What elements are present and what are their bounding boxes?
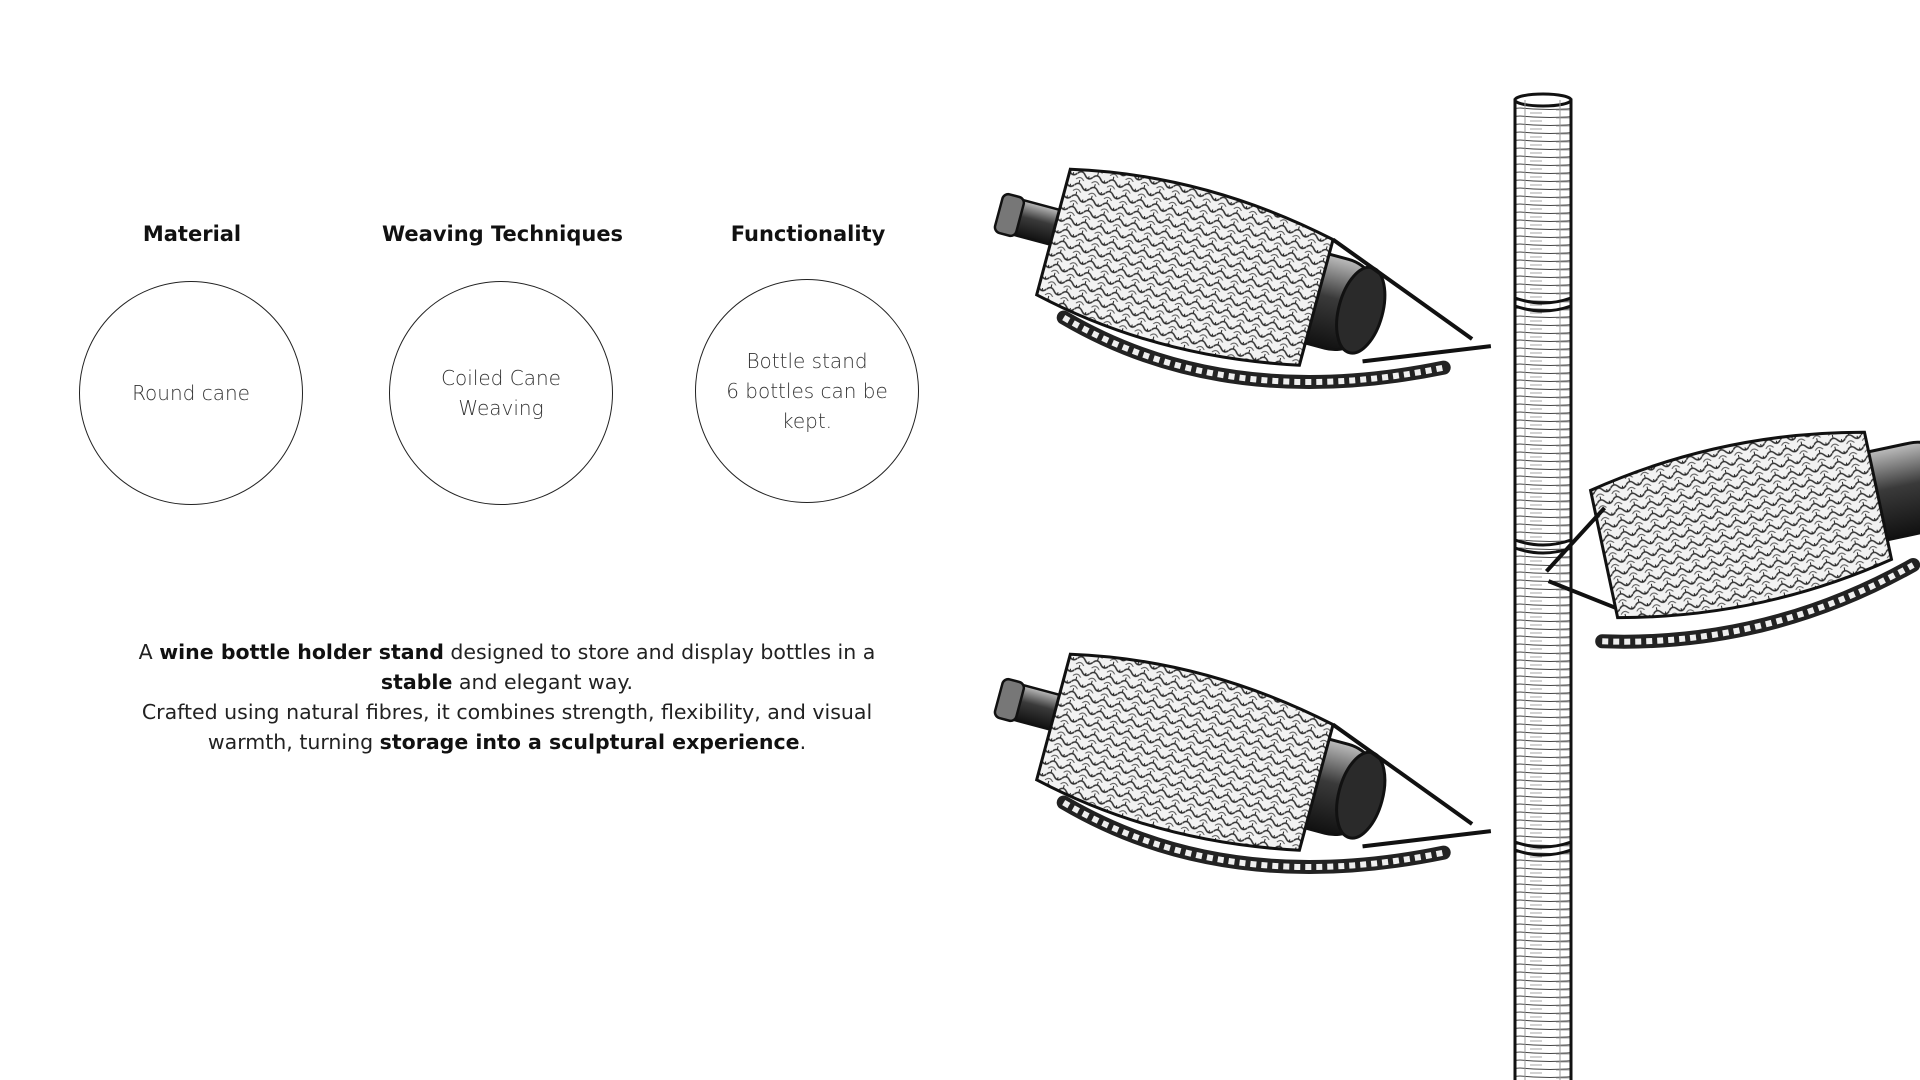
bottle-holder-right: [1529, 393, 1920, 667]
feature-heading: Weaving Techniques: [382, 222, 624, 246]
description-bold: wine bottle holder stand: [159, 640, 444, 664]
feature-circle: [695, 279, 919, 503]
bottle-stand-illustration: [980, 80, 1920, 1080]
feature-text: Coiled Cane Weaving: [441, 366, 561, 420]
description-text: .: [799, 730, 807, 754]
bottle-holder-top: [980, 140, 1511, 443]
feature-circle: [79, 281, 303, 505]
description-text: designed to store and display bottles in a: [443, 640, 876, 664]
bottle-holder-bottom: [980, 625, 1511, 928]
feature-heading: Material: [142, 222, 242, 246]
description-text: Crafted using natural fibres, it combines strength, flexibility, and visual warmth, turning: [141, 700, 873, 754]
description-bold: stable: [380, 670, 453, 694]
feature-heading: Functionality: [730, 222, 886, 246]
feature-circle: [389, 281, 613, 505]
feature-text: Bottle stand 6 bottles can be kept.: [726, 349, 888, 433]
product-description: [100, 637, 914, 757]
description-text: and elegant way.: [452, 670, 634, 694]
description-bold: storage into a sculptural experience: [379, 730, 800, 754]
description-text: A: [138, 640, 160, 664]
feature-text: Round cane: [132, 381, 250, 405]
